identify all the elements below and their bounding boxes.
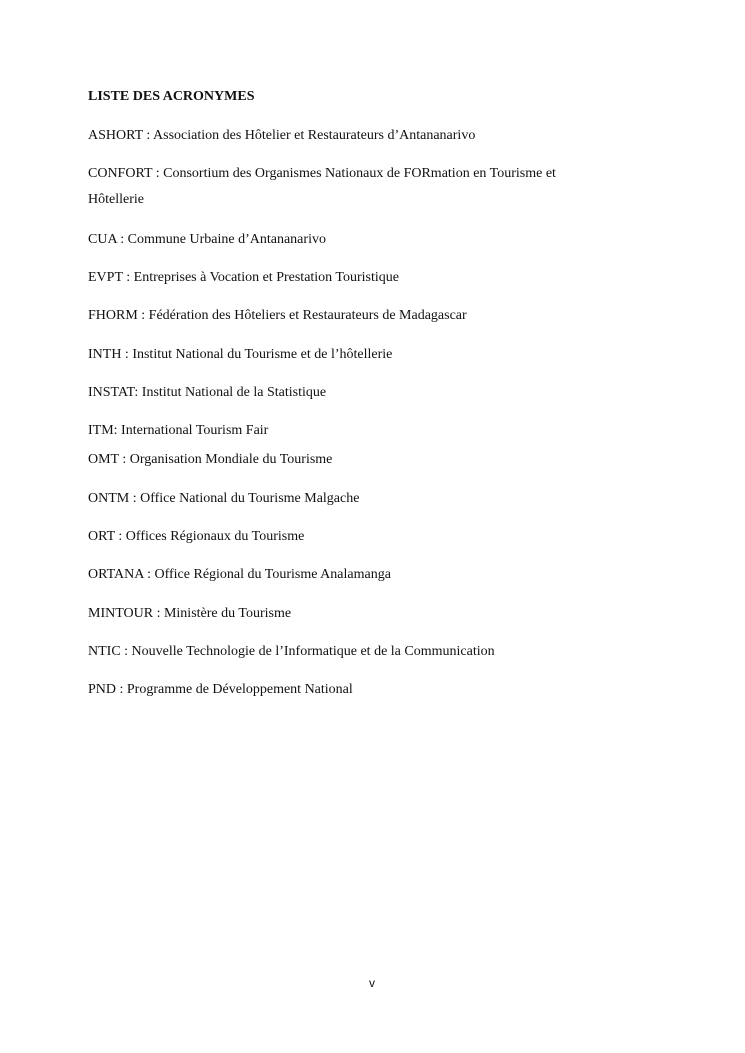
acronym-entry-instat: INSTAT: Institut National de la Statistique — [88, 385, 327, 400]
acronym-entry-omt: OMT : Organisation Mondiale du Tourisme — [88, 452, 333, 467]
acronym-entry-cua: CUA : Commune Urbaine d’Antananarivo — [88, 232, 326, 247]
acronym-entry-mintour: MINTOUR : Ministère du Tourisme — [88, 606, 292, 621]
acronym-entry-inth: INTH : Institut National du Tourisme et de l’hôtellerie — [88, 347, 393, 362]
acronym-entry-pnd: PND : Programme de Développement National — [88, 682, 353, 697]
acronym-entry-ashort: ASHORT : Association des Hôtelier et Restaurateurs d’Antananarivo — [88, 128, 476, 143]
page-title: LISTE DES ACRONYMES — [88, 89, 255, 104]
acronym-entry-evpt: EVPT : Entreprises à Vocation et Prestation Touristique — [88, 270, 400, 285]
acronym-entry-confort: CONFORT : Consortium des Organismes Nationaux de FORmation en Tourisme et Hôtellerie — [88, 166, 556, 207]
acronym-entry-ontm: ONTM : Office National du Tourisme Malgache — [88, 491, 360, 506]
acronym-entry-itm: ITM: International Tourism Fair — [88, 423, 269, 438]
acronym-entry-ntic: NTIC : Nouvelle Technologie de l’Informatique et de la Communication — [88, 644, 495, 659]
acronym-entry-ortana: ORTANA : Office Régional du Tourisme Analamanga — [88, 567, 391, 582]
acronym-entry-ort: ORT : Offices Régionaux du Tourisme — [88, 529, 305, 544]
page-number: v — [369, 976, 375, 990]
acronym-entry-fhorm: FHORM : Fédération des Hôteliers et Restaurateurs de Madagascar — [88, 308, 467, 323]
